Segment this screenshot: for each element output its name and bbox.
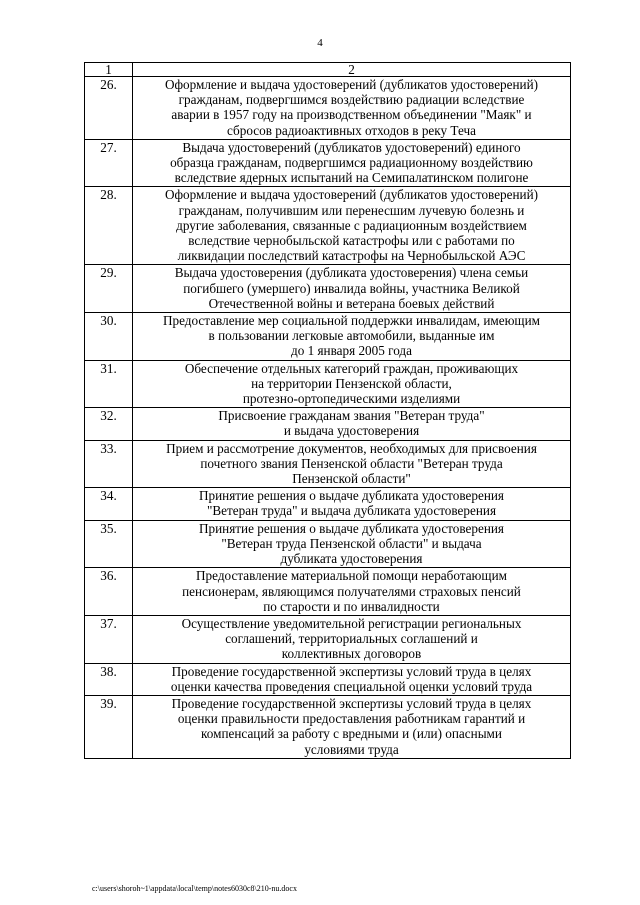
service-name-line: погибшего (умершего) инвалида войны, участника Великой xyxy=(183,280,520,296)
service-name xyxy=(133,568,571,616)
service-name-line: вследствие чернобыльской катастрофы или с работами по xyxy=(188,233,515,249)
services-table xyxy=(84,62,571,759)
service-name-line: компенсаций за работу с вредными и (или) опасными xyxy=(201,726,502,742)
table-row xyxy=(85,440,571,488)
table-row xyxy=(85,408,571,440)
service-name-line: Выдача удостоверений (дубликатов удостоверений) единого xyxy=(182,139,521,155)
service-name-line: сбросов радиоактивных отходов в реку Теча xyxy=(227,122,476,138)
service-name-line: по старости и по инвалидности xyxy=(263,598,440,614)
row-number: 27. xyxy=(85,139,133,187)
service-name-line: Выдача удостоверения (дубликата удостоверения) члена семьи xyxy=(174,265,529,281)
table-row xyxy=(85,568,571,616)
service-name-line: Обеспечение отдельных категорий граждан, проживающих xyxy=(184,360,519,376)
service-name-line: гражданам, подвергшимся воздействию радиации вследствие xyxy=(178,92,525,108)
row-number: 34. xyxy=(85,488,133,520)
row-number: 39. xyxy=(85,695,133,758)
row-number: 29. xyxy=(85,265,133,313)
table-row xyxy=(85,488,571,520)
row-number: 32. xyxy=(85,408,133,440)
service-name xyxy=(133,695,571,758)
service-name-line: Прием и рассмотрение документов, необходимых для присвоения xyxy=(166,440,537,456)
table-row xyxy=(85,615,571,663)
service-name xyxy=(133,187,571,265)
service-name xyxy=(133,408,571,440)
service-name-line: "Ветеран труда Пензенской области" и выдача xyxy=(221,535,482,551)
service-name-line: и выдача удостоверения xyxy=(283,423,420,439)
table-row xyxy=(85,187,571,265)
service-name xyxy=(133,488,571,520)
service-name-line: Проведение государственной экспертизы условий труда в целях xyxy=(171,695,532,711)
table-row xyxy=(85,360,571,408)
service-name-line: коллективных договоров xyxy=(281,646,422,662)
service-name-line: Проведение государственной экспертизы условий труда в целях xyxy=(171,663,532,679)
row-number: 28. xyxy=(85,187,133,265)
row-number: 33. xyxy=(85,440,133,488)
column-header-service: 2 xyxy=(133,63,571,77)
table-row xyxy=(85,313,571,361)
service-name xyxy=(133,265,571,313)
service-name-line: оценки правильности предоставления работникам гарантий и xyxy=(177,711,526,727)
service-name-line: оценки качества проведения специальной оценки условий труда xyxy=(170,678,533,694)
service-name-line: Оформление и выдача удостоверений (дубликатов удостоверений) xyxy=(164,77,539,92)
row-number: 31. xyxy=(85,360,133,408)
row-number: 37. xyxy=(85,615,133,663)
row-number: 38. xyxy=(85,663,133,695)
service-name-line: соглашений, территориальных соглашений и xyxy=(225,631,478,647)
service-name-line: в пользовании легковые автомобили, выданные им xyxy=(208,328,495,344)
service-name-line: Оформление и выдача удостоверений (дубликатов удостоверений) xyxy=(164,187,539,203)
service-name-line: Отечественной войны и ветерана боевых действий xyxy=(208,295,495,311)
service-name xyxy=(133,440,571,488)
service-name-line: протезно-ортопедическими изделиями xyxy=(242,391,461,407)
table-header-row xyxy=(85,63,571,77)
row-number: 35. xyxy=(85,520,133,568)
service-name-line: Предоставление мер социальной поддержки инвалидам, имеющим xyxy=(163,313,540,329)
service-name-line: условиями труда xyxy=(304,741,399,757)
service-name-line: гражданам, получившим или перенесшим лучевую болезнь и xyxy=(178,202,525,218)
service-name-line: Принятие решения о выдаче дубликата удостоверения xyxy=(199,520,504,536)
table-row xyxy=(85,265,571,313)
column-header-number: 1 xyxy=(85,63,133,77)
service-name-line: Предоставление материальной помощи неработающим xyxy=(196,568,507,584)
footer-file-path: c:\users\shoroh~1\appdata\local\temp\notes6030c8\210-nu.docx xyxy=(92,884,297,893)
service-name-line: до 1 января 2005 года xyxy=(290,343,412,359)
table-row xyxy=(85,695,571,758)
table-row xyxy=(85,520,571,568)
service-name-line: Осуществление уведомительной регистрации региональных xyxy=(181,615,522,631)
service-name xyxy=(133,520,571,568)
service-name-line: ликвидации последствий катастрофы на Чернобыльской АЭС xyxy=(177,248,526,264)
row-number: 30. xyxy=(85,313,133,361)
table-row xyxy=(85,139,571,187)
row-number: 26. xyxy=(85,77,133,140)
service-name-line: другие заболевания, связанные с радиационным воздействием xyxy=(176,217,527,233)
page-number: 4 xyxy=(317,37,323,49)
table-row xyxy=(85,663,571,695)
service-name-line: образца гражданам, подвергшимся радиационному воздействию xyxy=(170,155,533,171)
service-name-line: пенсионерам, являющимся получателями страховых пенсий xyxy=(182,583,521,599)
service-name xyxy=(133,77,571,140)
service-name-line: Присвоение гражданам звания "Ветеран труда" xyxy=(218,408,485,424)
service-name-line: дубликата удостоверения xyxy=(280,551,423,567)
service-name xyxy=(133,313,571,361)
service-name-line: "Ветеран труда" и выдача дубликата удостоверения xyxy=(206,503,497,519)
service-name xyxy=(133,139,571,187)
service-name-line: на территории Пензенской области, xyxy=(251,375,452,391)
service-name-line: вследствие ядерных испытаний на Семипалатинском полигоне xyxy=(174,170,529,186)
service-name-line: почетного звания Пензенской области "Ветеран труда xyxy=(200,455,503,471)
service-name-line: аварии в 1957 году на производственном объединении "Маяк" и xyxy=(171,107,532,123)
row-number: 36. xyxy=(85,568,133,616)
service-name xyxy=(133,663,571,695)
service-name xyxy=(133,615,571,663)
table-body xyxy=(85,77,571,759)
service-name-line: Принятие решения о выдаче дубликата удостоверения xyxy=(199,488,504,504)
service-name-line: Пензенской области" xyxy=(292,471,411,487)
table-row xyxy=(85,77,571,140)
service-name xyxy=(133,360,571,408)
